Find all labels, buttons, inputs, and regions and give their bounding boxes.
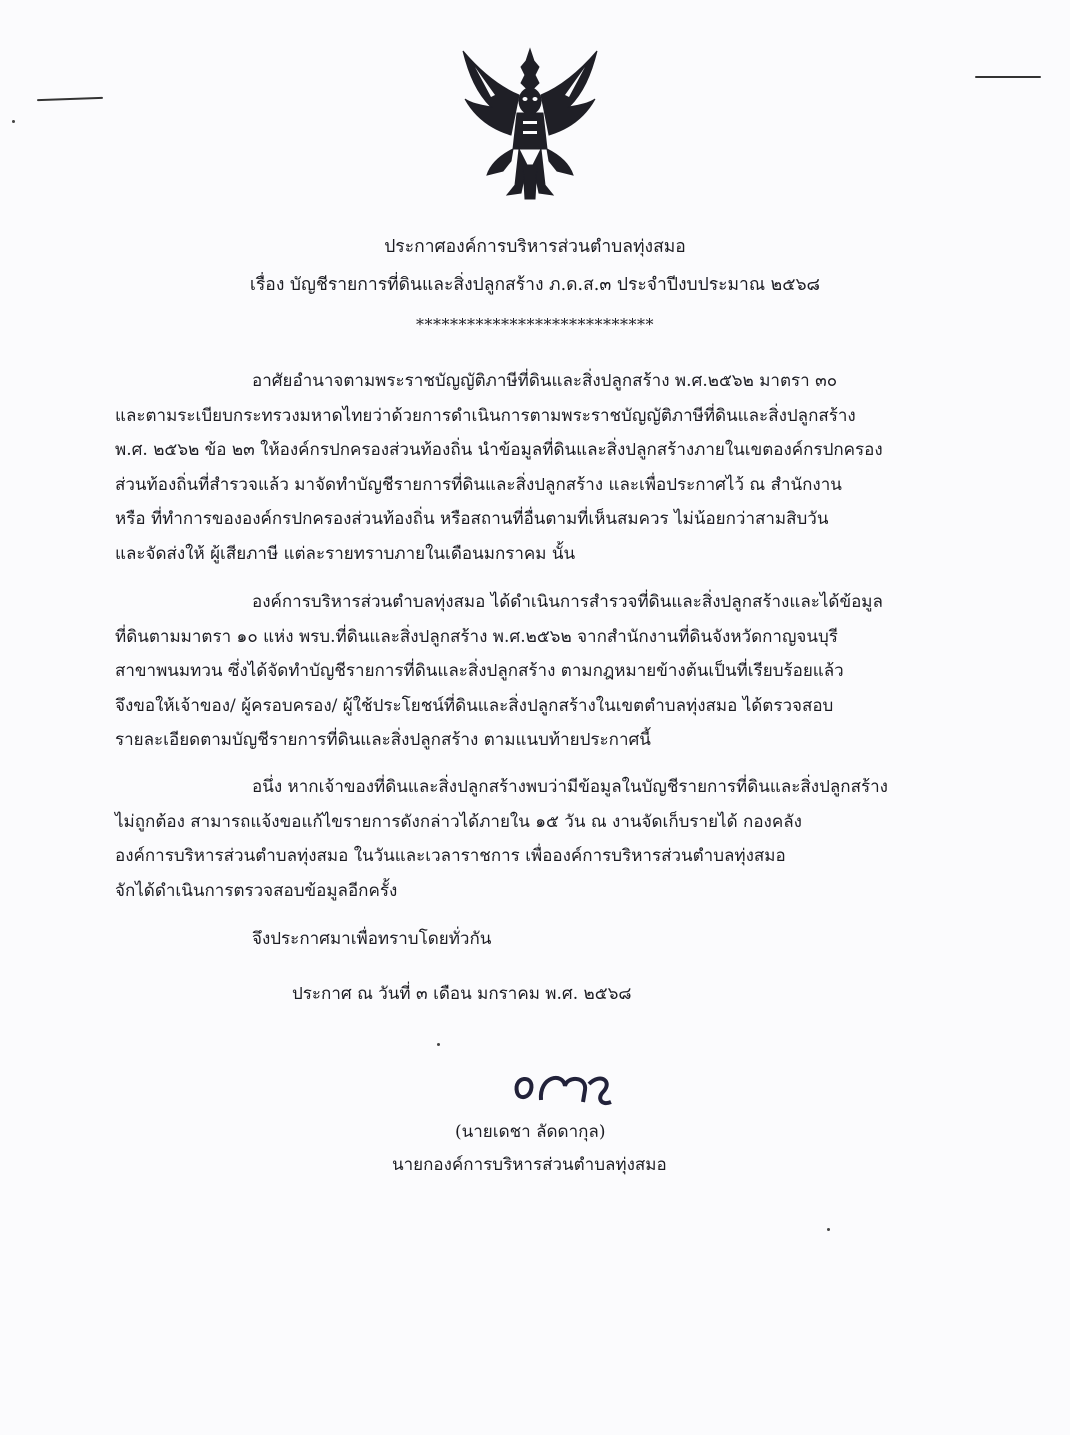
paragraph-line: องค์การบริหารส่วนตำบลทุ่งสมอ ในวันและเวลาราชการ เพื่อองค์การบริหารส่วนตำบลทุ่งสมอ (115, 846, 786, 866)
paragraph-line: องค์การบริหารส่วนตำบลทุ่งสมอ ได้ดำเนินการสำรวจที่ดินและสิ่งปลูกสร้างและได้ข้อมูล (252, 592, 883, 612)
announcement-title: ประกาศองค์การบริหารส่วนตำบลทุ่งสมอ (384, 237, 686, 257)
speck (12, 120, 15, 123)
paragraph-line: ไม่ถูกต้อง สามารถแจ้งขอแก้ไขรายการดังกล่าวได้ภายใน ๑๕ วัน ณ งานจัดเก็บรายได้ กองคลัง (115, 811, 802, 832)
paragraph-line: และจัดส่งให้ ผู้เสียภาษี แต่ละรายทราบภายในเดือนมกราคม นั้น (115, 543, 576, 564)
paragraph-3 (115, 770, 955, 908)
speck (827, 1228, 830, 1231)
signer-title: นายกองค์การบริหารส่วนตำบลทุ่งสมอ (392, 1155, 667, 1175)
paragraph-line: หรือ ที่ทำการขององค์กรปกครองส่วนท้องถิ่น หรือสถานที่อื่นตามที่เห็นสมควร ไม่น้อยกว่าสามสิบวัน (115, 509, 829, 529)
paragraph-line: จึงขอให้เจ้าของ/ ผู้ครอบครอง/ ผู้ใช้ประโยชน์ที่ดินและสิ่งปลูกสร้างในเขตตำบลทุ่งสมอ ได้ตรวจสอบ (115, 695, 834, 716)
handwritten-signature (505, 1062, 625, 1110)
paragraph-line: รายละเอียดตามบัญชีรายการที่ดินและสิ่งปลูกสร้าง ตามแนบท้ายประกาศนี้ (115, 730, 651, 750)
speck (437, 1043, 440, 1046)
garuda-emblem-icon (455, 45, 605, 205)
closing-statement: จึงประกาศมาเพื่อทราบโดยทั่วกัน (252, 929, 492, 949)
paragraph-line: และตามระเบียบกระทรวงมหาดไทยว่าด้วยการดำเนินการตามพระราชบัญญัติภาษีที่ดินและสิ่งปลูกสร้าง (115, 405, 856, 426)
separator: **************************** (416, 315, 654, 334)
paragraph-line: ส่วนท้องถิ่นที่สำรวจแล้ว มาจัดทำบัญชีรายการที่ดินและสิ่งปลูกสร้าง และเพื่อประกาศไว้ ณ สำนักงาน (115, 474, 842, 495)
punch-mark-left (37, 97, 103, 101)
announcement-date: ประกาศ ณ วันที่ ๓ เดือน มกราคม พ.ศ. ๒๕๖๘ (292, 984, 632, 1004)
paragraph-line: พ.ศ. ๒๕๖๒ ข้อ ๒๓ ให้องค์กรปกครองส่วนท้องถิ่น นำข้อมูลที่ดินและสิ่งปลูกสร้างภายในเขตองค์กรปกครอง (115, 440, 883, 460)
paragraph-line: อาศัยอำนาจตามพระราชบัญญัติภาษีที่ดินและสิ่งปลูกสร้าง พ.ศ.๒๕๖๒ มาตรา ๓๐ (252, 371, 838, 391)
signer-name: (นายเดชา ลัดดากุล) (455, 1122, 606, 1142)
announcement-subject: เรื่อง บัญชีรายการที่ดินและสิ่งปลูกสร้าง ภ.ด.ส.๓ ประจำปีงบประมาณ ๒๕๖๘ (249, 275, 821, 295)
paragraph-line: ที่ดินตามมาตรา ๑๐ แห่ง พรบ.ที่ดินและสิ่งปลูกสร้าง พ.ศ.๒๕๖๒ จากสำนักงานที่ดินจังหวัดกาญจนบุรี (115, 626, 838, 647)
punch-mark-right (975, 76, 1041, 78)
paragraph-line: อนึ่ง หากเจ้าของที่ดินและสิ่งปลูกสร้างพบว่ามีข้อมูลในบัญชีรายการที่ดินและสิ่งปลูกสร้าง (252, 777, 888, 797)
paragraph-line: จักได้ดำเนินการตรวจสอบข้อมูลอีกครั้ง (115, 880, 398, 901)
paragraph-2 (115, 585, 955, 758)
paragraph-1 (115, 364, 955, 571)
paragraph-line: สาขาพนมทวน ซึ่งได้จัดทำบัญชีรายการที่ดินและสิ่งปลูกสร้าง ตามกฎหมายข้างต้นเป็นที่เรียบร้อยแล้ว (115, 661, 844, 681)
